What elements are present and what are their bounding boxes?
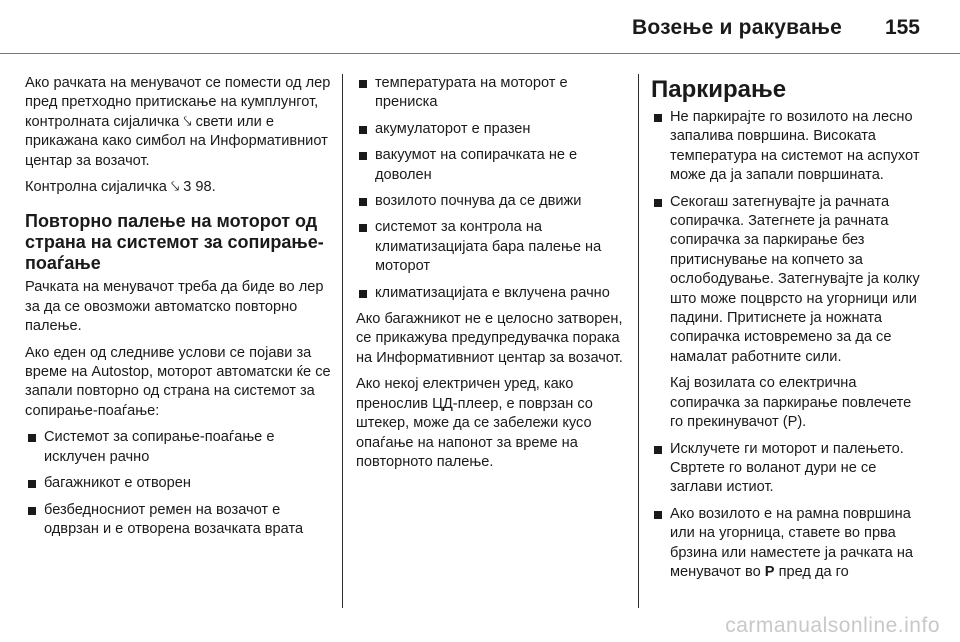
column-divider-2 (638, 74, 639, 608)
section-title: Возење и ракување (632, 16, 842, 39)
sub-paragraph: Кај возилата со електрична сопирачка за паркирање повлечете го прекинувачот (P). (670, 375, 912, 431)
paragraph: Ако рачката на менувачот се помести од лер пред претходно притискање на кумплунгот, контролната сијаличка ⤥ свети или е прикажана како симбол на Информативниот центар за возачот. (25, 75, 331, 169)
header-rule (0, 53, 960, 54)
list-item: Исклучете ги моторот и палењето. Свртете го воланот дури не се заглави истиот. (651, 440, 923, 498)
watermark: carmanualsonline.info (725, 614, 940, 637)
column-left (25, 74, 335, 546)
paragraph: Ако еден од следниве услови се појави за време на Autostop, моторот автоматски ќе се запали повторно од страна на системот за сопирање-поаѓање: (25, 344, 331, 419)
list-item: Не паркирајте го возилото на лесно запалива површина. Високата температура на системот на аспухот може да ја запали површината. (651, 108, 923, 186)
list-item: Системот за сопирање-поаѓање е исклучен рачно (25, 428, 335, 467)
list-item (651, 505, 923, 583)
paragraph: Ако багажникот не е целосно затворен, се прикажува предупредувачка порака на Информативниот центар за возачот. (356, 311, 623, 366)
list-item-tail: пред да го (774, 563, 849, 580)
list-item: климатизацијата е вклучена рачно (356, 284, 628, 303)
section-heading-parking: Паркирање (651, 76, 787, 103)
list-item: возилото почнува да се движи (356, 192, 628, 211)
subsection-heading: Повторно палење на моторот од страна на системот за сопирање-поаѓање (25, 211, 324, 274)
column-right (651, 74, 923, 589)
list-item: системот за контрола на климатизацијата бара палење на моторот (356, 218, 628, 276)
gear-p-symbol: P (764, 563, 775, 580)
list-item (651, 193, 923, 433)
list-item: температурата на моторот е прениска (356, 74, 628, 113)
paragraph: Ако некој електричен уред, како пренослив ЦД-плеер, е поврзан со штекер, може да се забележи кусо опаѓање на напонот за време на повторното палење. (356, 376, 593, 470)
condition-list (25, 428, 335, 539)
list-item: акумулаторот е празен (356, 120, 628, 139)
list-item-text: Секогаш затегнувајте ја рачната сопирачка. Затегнете ја рачната сопирачка за паркирање без притиснување на копчето за ослободување. Затегнувајте ја колку што може поцврсто на угорници или падини. Притиснете ја ножната сопирачка истовремено за да се намалат работните сили. (670, 193, 920, 365)
list-item: багажникот е отворен (25, 474, 335, 493)
list-item-text: Ако возилото е на рамна површина или на угорница, ставете во прва брзина или наместете ја рачката на менувачот во (670, 505, 914, 580)
column-divider-1 (342, 74, 343, 608)
page-header (0, 0, 960, 58)
page-number: 155 (884, 16, 920, 39)
list-item: безбедносниот ремен на возачот е одврзан и е отворена возачката врата (25, 501, 335, 540)
paragraph-reference: Контролна сијаличка ⤥ 3 98. (25, 179, 216, 196)
parking-list (651, 108, 923, 582)
paragraph: Рачката на менувачот треба да биде во лер за да се овозможи автоматско повторно палење. (25, 279, 324, 335)
list-item: вакуумот на сопирачката не е доволен (356, 146, 628, 185)
condition-list-continued (356, 74, 628, 303)
column-middle (356, 74, 628, 479)
